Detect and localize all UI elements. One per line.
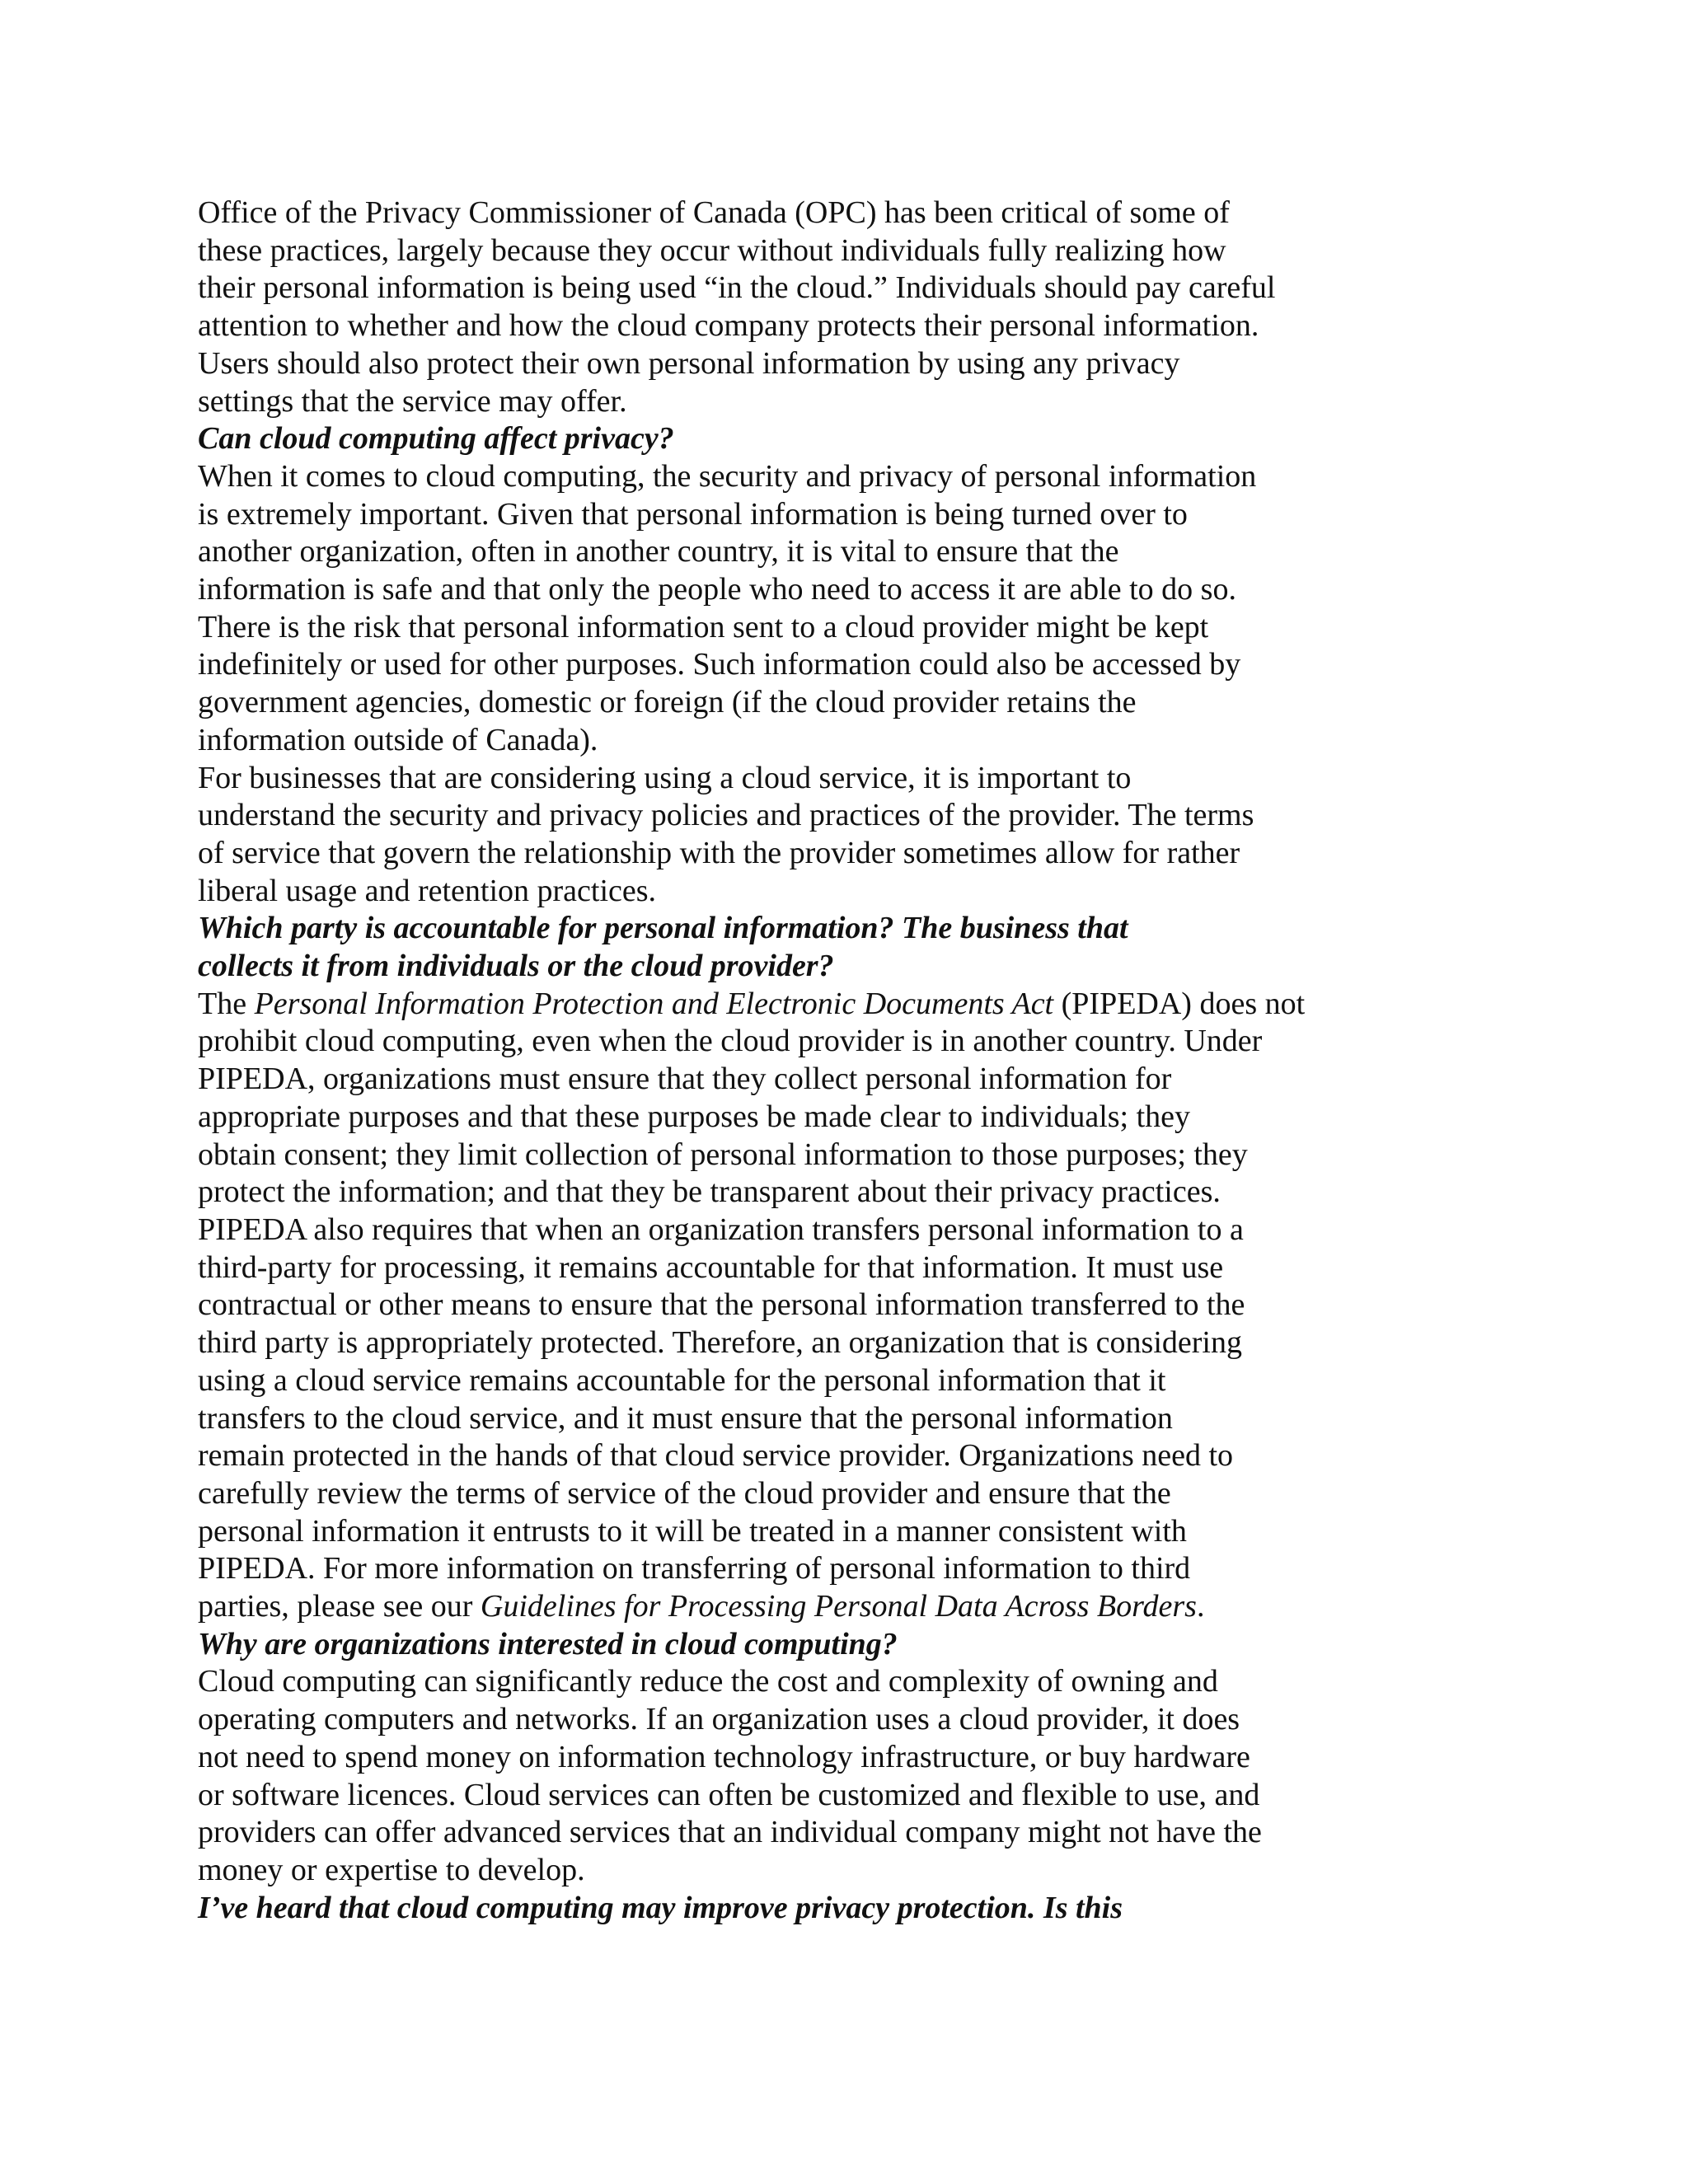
text-line: PIPEDA. For more information on transferring of personal information to third — [198, 1551, 1191, 1586]
text-line: not need to spend money on information technology infrastructure, or buy hardware — [198, 1739, 1250, 1774]
text-line: third-party for processing, it remains accountable for that information. It must use — [198, 1249, 1224, 1285]
text-line: indefinitely or used for other purposes. Such information could also be accessed by — [198, 647, 1241, 682]
text-line: obtain consent; they limit collection of personal information to those purposes; they — [198, 1137, 1248, 1172]
text-line: When it comes to cloud computing, the security and privacy of personal information — [198, 458, 1257, 494]
text-line: carefully review the terms of service of the cloud provider and ensure that the — [198, 1475, 1171, 1511]
act-title: Personal Information Protection and Electronic Documents Act — [254, 986, 1054, 1021]
text-line: their personal information is being used “in the cloud.” Individuals should pay careful — [198, 270, 1276, 306]
text-line: Office of the Privacy Commissioner of Canada (OPC) has been critical of some of — [198, 195, 1230, 230]
text-line: operating computers and networks. If an organization uses a cloud provider, it does — [198, 1702, 1240, 1737]
heading-why-interested — [198, 1626, 1615, 1664]
text-line: government agencies, domestic or foreign (if the cloud provider retains the — [198, 685, 1137, 720]
text-line: or software licences. Cloud services can often be customized and flexible to use, and — [198, 1777, 1260, 1812]
heading-line: Which party is accountable for personal information? The business that — [198, 911, 1128, 946]
heading-improve-privacy — [198, 1890, 1615, 1928]
heading-line: Can cloud computing affect privacy? — [198, 421, 674, 457]
text-line: PIPEDA, organizations must ensure that they collect personal information for — [198, 1062, 1172, 1097]
text-line: PIPEDA also requires that when an organization transfers personal information to a — [198, 1212, 1244, 1247]
text-line: There is the risk that personal information sent to a cloud provider might be kept — [198, 609, 1209, 644]
text-line: prohibit cloud computing, even when the cloud provider is in another country. Under — [198, 1024, 1263, 1059]
text-line: using a cloud service remains accountable for the personal information that it — [198, 1362, 1166, 1398]
text-line: understand the security and privacy policies and practices of the provider. The terms — [198, 798, 1254, 833]
text-run: parties, please see our — [198, 1589, 481, 1624]
text-line: is extremely important. Given that personal information is being turned over to — [198, 496, 1188, 532]
text-run: . — [1196, 1589, 1205, 1624]
text-line — [198, 986, 1615, 1024]
paragraph-pipeda — [198, 986, 1615, 1626]
paragraph-businesses — [198, 760, 1615, 911]
heading-accountable-party — [198, 910, 1615, 985]
text-line: contractual or other means to ensure that the personal information transferred to the — [198, 1287, 1245, 1323]
heading-line: Why are organizations interested in cloud computing? — [198, 1626, 898, 1661]
text-line — [198, 1588, 1615, 1626]
text-line: Cloud computing can significantly reduce the cost and complexity of owning and — [198, 1664, 1218, 1699]
text-line: personal information it entrusts to it will be treated in a manner consistent with — [198, 1513, 1187, 1549]
text-line: providers can offer advanced services that an individual company might not have the — [198, 1815, 1262, 1850]
text-line: attention to whether and how the cloud company protects their personal information. — [198, 308, 1259, 344]
text-line: another organization, often in another country, it is vital to ensure that the — [198, 534, 1119, 569]
paragraph-security-privacy — [198, 458, 1615, 760]
text-line: settings that the service may offer. — [198, 383, 627, 419]
text-line: these practices, largely because they occur without individuals fully realizing how — [198, 232, 1226, 268]
text-line: transfers to the cloud service, and it must ensure that the personal information — [198, 1400, 1173, 1436]
text-line: third party is appropriately protected. Therefore, an organization that is considering — [198, 1325, 1242, 1361]
text-run: The — [198, 986, 255, 1021]
document-page — [198, 194, 1615, 1927]
text-line: information is safe and that only the people who need to access it are able to do so. — [198, 572, 1236, 607]
text-line: appropriate purposes and that these purposes be made clear to individuals; they — [198, 1099, 1191, 1134]
text-line: money or expertise to develop. — [198, 1852, 585, 1887]
heading-line: I’ve heard that cloud computing may improve privacy protection. Is this — [198, 1890, 1123, 1925]
text-line: liberal usage and retention practices. — [198, 873, 657, 908]
text-line: protect the information; and that they be transparent about their privacy practices. — [198, 1174, 1221, 1210]
text-line: information outside of Canada). — [198, 722, 598, 757]
heading-affect-privacy — [198, 420, 1615, 458]
text-line: For businesses that are considering using a cloud service, it is important to — [198, 760, 1132, 795]
paragraph-opc-criticism — [198, 194, 1615, 420]
heading-line: collects it from individuals or the cloud provider? — [198, 949, 834, 984]
text-line: Users should also protect their own personal information by using any privacy — [198, 345, 1180, 381]
text-run: (PIPEDA) does not — [1053, 986, 1306, 1021]
guidelines-title: Guidelines for Processing Personal Data Across Borders — [480, 1589, 1197, 1624]
text-line: remain protected in the hands of that cloud service provider. Organizations need to — [198, 1438, 1234, 1474]
paragraph-cost-reduction — [198, 1663, 1615, 1889]
text-line: of service that govern the relationship with the provider sometimes allow for rather — [198, 835, 1240, 870]
